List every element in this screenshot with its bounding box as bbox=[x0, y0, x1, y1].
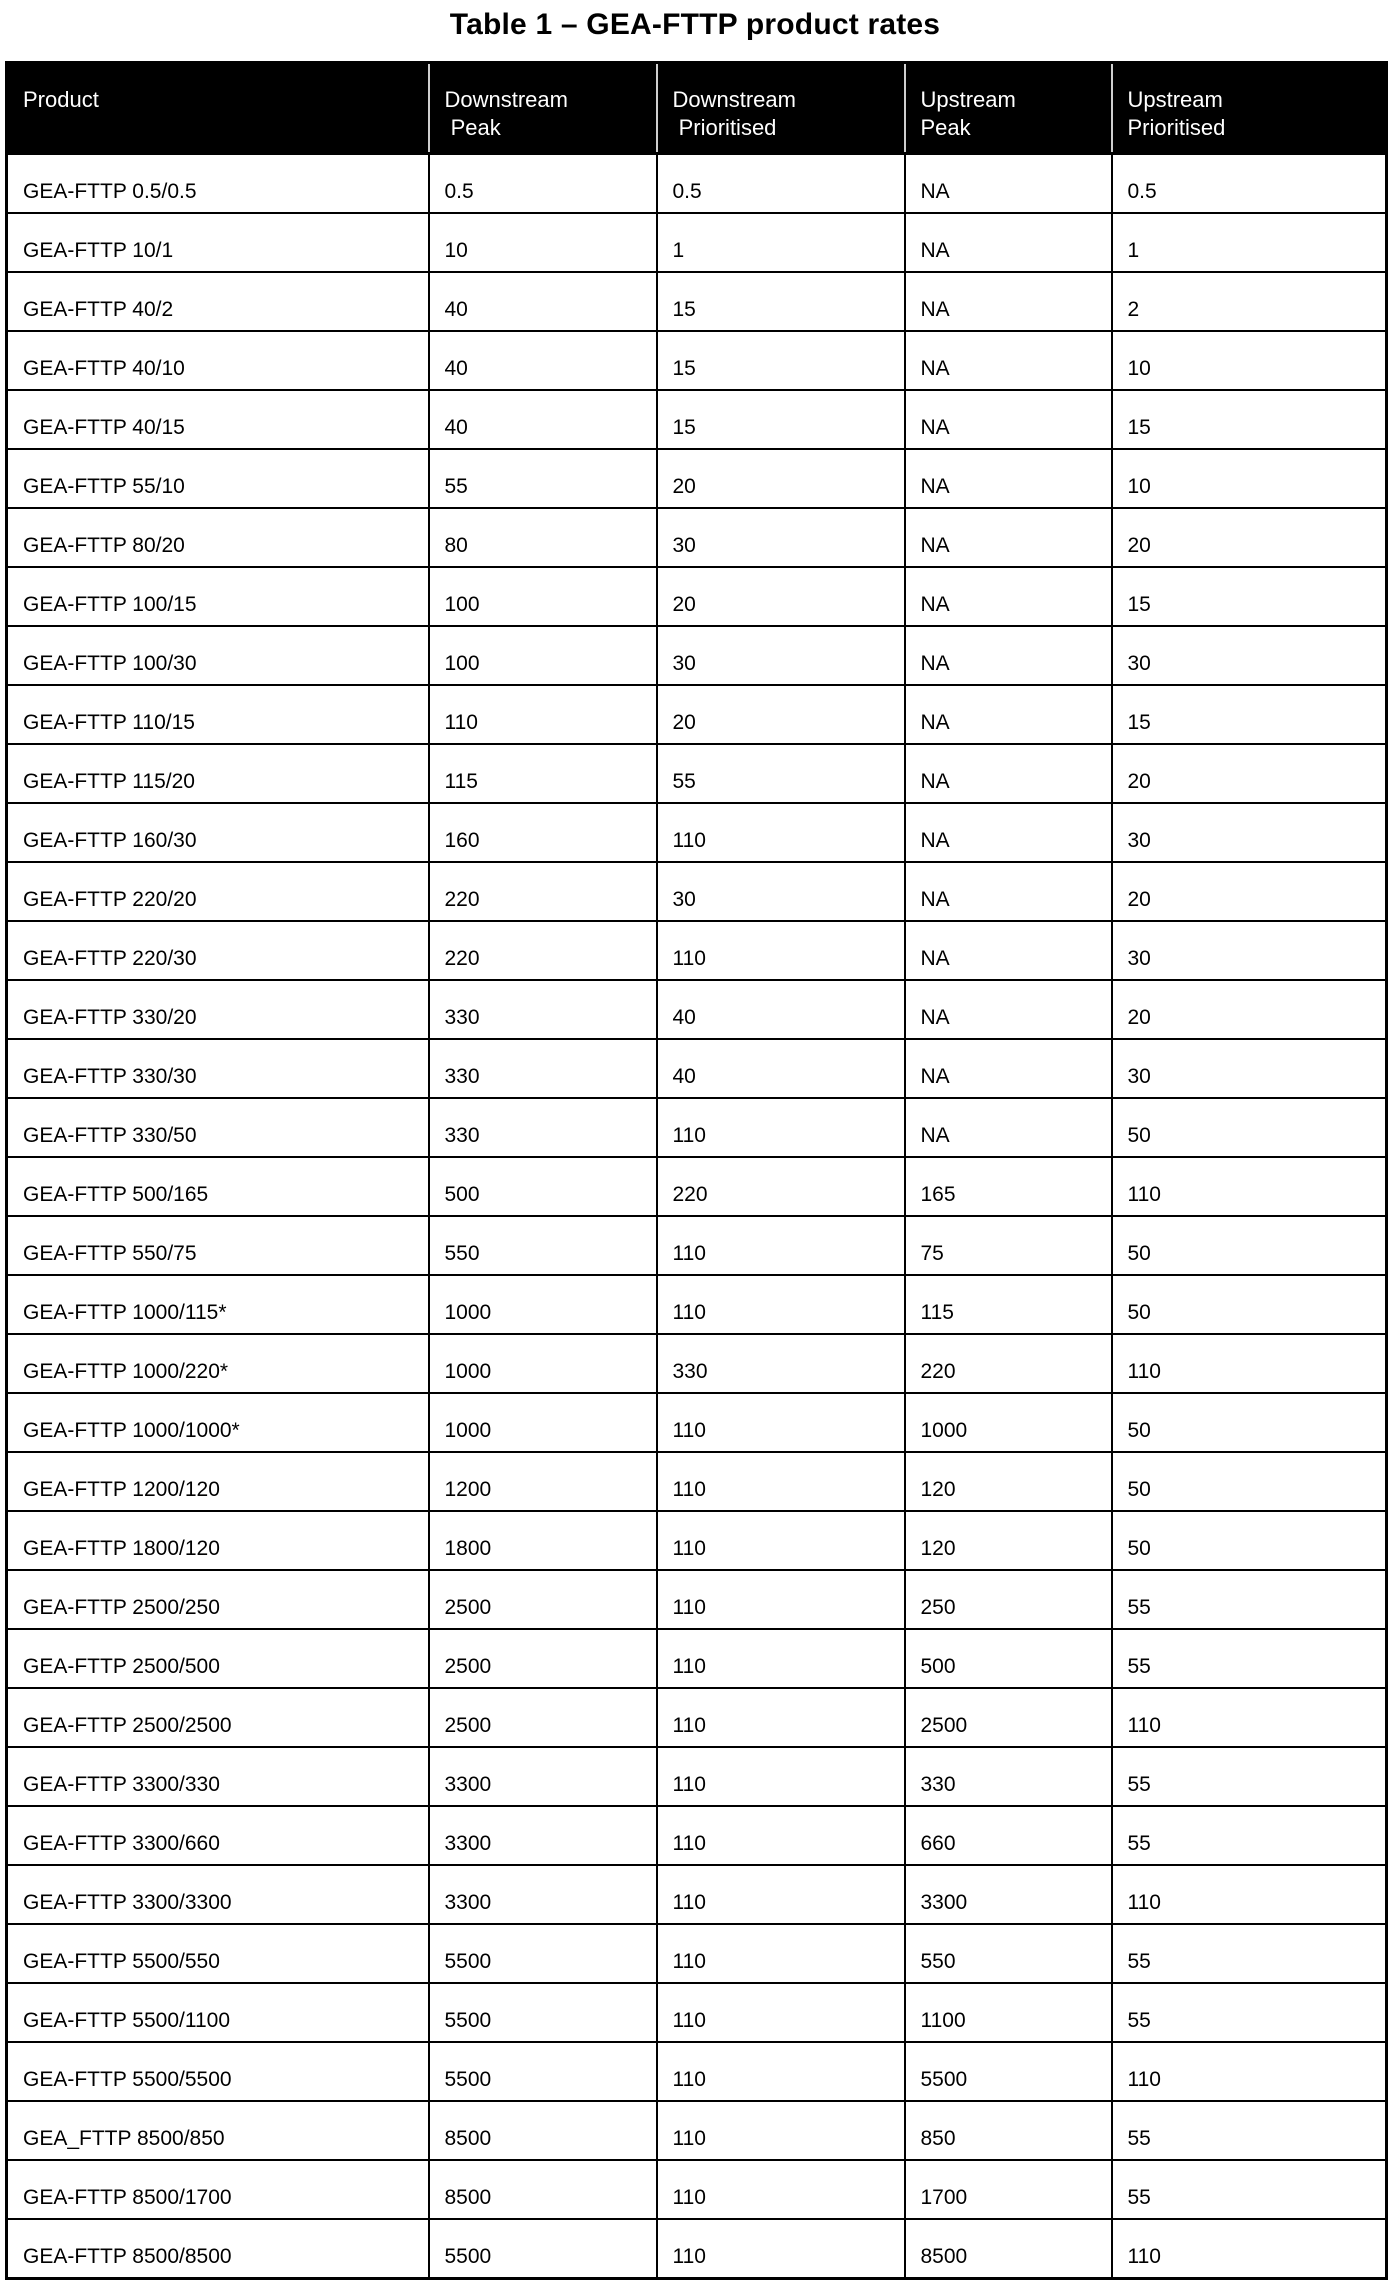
rate-cell: 8500 bbox=[429, 2101, 657, 2160]
rate-cell: 55 bbox=[1112, 1570, 1387, 1629]
rate-cell: 55 bbox=[1112, 1924, 1387, 1983]
rate-cell: 1700 bbox=[905, 2160, 1112, 2219]
rate-cell: 1800 bbox=[429, 1511, 657, 1570]
rate-cell: 110 bbox=[1112, 1688, 1387, 1747]
rate-cell: 2500 bbox=[429, 1570, 657, 1629]
product-cell: GEA-FTTP 220/30 bbox=[7, 921, 429, 980]
rate-cell: 50 bbox=[1112, 1511, 1387, 1570]
rate-cell: 550 bbox=[905, 1924, 1112, 1983]
product-cell: GEA-FTTP 55/10 bbox=[7, 449, 429, 508]
rate-cell: NA bbox=[905, 272, 1112, 331]
rate-cell: 0.5 bbox=[657, 154, 905, 214]
table-row bbox=[7, 1452, 1387, 1511]
product-cell: GEA-FTTP 500/165 bbox=[7, 1157, 429, 1216]
rate-cell: 110 bbox=[657, 921, 905, 980]
rate-cell: 110 bbox=[657, 1275, 905, 1334]
column-header-upstream-peak: Upstream Peak bbox=[905, 63, 1112, 154]
product-cell: GEA-FTTP 100/15 bbox=[7, 567, 429, 626]
table-row bbox=[7, 1570, 1387, 1629]
rate-cell: 330 bbox=[657, 1334, 905, 1393]
rate-cell: NA bbox=[905, 921, 1112, 980]
rate-cell: 10 bbox=[1112, 331, 1387, 390]
table-row bbox=[7, 1216, 1387, 1275]
rate-cell: 20 bbox=[1112, 980, 1387, 1039]
rate-cell: 10 bbox=[1112, 449, 1387, 508]
table-row bbox=[7, 1275, 1387, 1334]
rate-cell: 550 bbox=[429, 1216, 657, 1275]
table-row bbox=[7, 567, 1387, 626]
rate-cell: 8500 bbox=[905, 2219, 1112, 2279]
rate-cell: 110 bbox=[657, 1098, 905, 1157]
rate-cell: 110 bbox=[657, 1747, 905, 1806]
rate-cell: 5500 bbox=[429, 1983, 657, 2042]
rate-cell: 120 bbox=[905, 1511, 1112, 1570]
product-cell: GEA_FTTP 8500/850 bbox=[7, 2101, 429, 2160]
rate-cell: NA bbox=[905, 980, 1112, 1039]
rate-cell: 110 bbox=[657, 2160, 905, 2219]
rate-cell: 110 bbox=[657, 2219, 905, 2279]
header-row bbox=[7, 63, 1387, 154]
rate-cell: 2500 bbox=[905, 1688, 1112, 1747]
table-row bbox=[7, 1983, 1387, 2042]
rate-cell: 20 bbox=[1112, 862, 1387, 921]
rate-cell: 50 bbox=[1112, 1452, 1387, 1511]
rate-cell: 1 bbox=[657, 213, 905, 272]
rate-cell: NA bbox=[905, 449, 1112, 508]
rate-cell: 110 bbox=[657, 1629, 905, 1688]
rate-cell: 100 bbox=[429, 626, 657, 685]
rate-cell: 50 bbox=[1112, 1393, 1387, 1452]
rate-cell: 330 bbox=[429, 980, 657, 1039]
rate-cell: 50 bbox=[1112, 1216, 1387, 1275]
table-row bbox=[7, 744, 1387, 803]
table-row bbox=[7, 2042, 1387, 2101]
rate-cell: 3300 bbox=[429, 1806, 657, 1865]
product-cell: GEA-FTTP 2500/2500 bbox=[7, 1688, 429, 1747]
table-row bbox=[7, 1806, 1387, 1865]
table-row bbox=[7, 980, 1387, 1039]
product-cell: GEA-FTTP 5500/5500 bbox=[7, 2042, 429, 2101]
table-row bbox=[7, 862, 1387, 921]
product-cell: GEA-FTTP 0.5/0.5 bbox=[7, 154, 429, 214]
table-row bbox=[7, 626, 1387, 685]
product-cell: GEA-FTTP 3300/3300 bbox=[7, 1865, 429, 1924]
rate-cell: 110 bbox=[657, 2042, 905, 2101]
column-header-downstream-peak: Downstream Peak bbox=[429, 63, 657, 154]
rate-cell: 1100 bbox=[905, 1983, 1112, 2042]
rate-cell: 20 bbox=[1112, 508, 1387, 567]
rate-cell: NA bbox=[905, 213, 1112, 272]
table-row bbox=[7, 1511, 1387, 1570]
rate-cell: 165 bbox=[905, 1157, 1112, 1216]
table-row bbox=[7, 2219, 1387, 2279]
rate-cell: 220 bbox=[905, 1334, 1112, 1393]
rate-cell: 250 bbox=[905, 1570, 1112, 1629]
product-rates-table bbox=[5, 61, 1388, 2280]
rate-cell: 110 bbox=[657, 803, 905, 862]
rate-cell: 2500 bbox=[429, 1629, 657, 1688]
rate-cell: 40 bbox=[429, 272, 657, 331]
column-header-product: Product bbox=[7, 63, 429, 154]
rate-cell: 5500 bbox=[429, 2219, 657, 2279]
rate-cell: 2500 bbox=[429, 1688, 657, 1747]
rate-cell: 30 bbox=[657, 862, 905, 921]
rate-cell: NA bbox=[905, 744, 1112, 803]
rate-cell: 55 bbox=[1112, 2101, 1387, 2160]
rate-cell: 40 bbox=[657, 980, 905, 1039]
rate-cell: 115 bbox=[429, 744, 657, 803]
table-row bbox=[7, 1039, 1387, 1098]
product-cell: GEA-FTTP 330/50 bbox=[7, 1098, 429, 1157]
rate-cell: 75 bbox=[905, 1216, 1112, 1275]
rate-cell: 5500 bbox=[429, 1924, 657, 1983]
product-cell: GEA-FTTP 1000/1000* bbox=[7, 1393, 429, 1452]
rate-cell: 220 bbox=[429, 862, 657, 921]
product-cell: GEA-FTTP 8500/8500 bbox=[7, 2219, 429, 2279]
rate-cell: 10 bbox=[429, 213, 657, 272]
product-cell: GEA-FTTP 8500/1700 bbox=[7, 2160, 429, 2219]
rate-cell: 110 bbox=[657, 1924, 905, 1983]
table-row bbox=[7, 1157, 1387, 1216]
rate-cell: 40 bbox=[657, 1039, 905, 1098]
rate-cell: NA bbox=[905, 685, 1112, 744]
product-cell: GEA-FTTP 330/30 bbox=[7, 1039, 429, 1098]
table-row bbox=[7, 2101, 1387, 2160]
table-row bbox=[7, 1629, 1387, 1688]
table-header bbox=[7, 63, 1387, 154]
rate-cell: 500 bbox=[905, 1629, 1112, 1688]
rate-cell: 1 bbox=[1112, 213, 1387, 272]
table-row bbox=[7, 1334, 1387, 1393]
rate-cell: 55 bbox=[1112, 1806, 1387, 1865]
rate-cell: 55 bbox=[1112, 1629, 1387, 1688]
product-cell: GEA-FTTP 110/15 bbox=[7, 685, 429, 744]
table-row bbox=[7, 1393, 1387, 1452]
rate-cell: 80 bbox=[429, 508, 657, 567]
rate-cell: 30 bbox=[657, 508, 905, 567]
rate-cell: 30 bbox=[1112, 803, 1387, 862]
product-cell: GEA-FTTP 80/20 bbox=[7, 508, 429, 567]
rate-cell: 110 bbox=[657, 1511, 905, 1570]
rate-cell: 1200 bbox=[429, 1452, 657, 1511]
table-row bbox=[7, 449, 1387, 508]
product-cell: GEA-FTTP 3300/330 bbox=[7, 1747, 429, 1806]
rate-cell: NA bbox=[905, 862, 1112, 921]
product-cell: GEA-FTTP 160/30 bbox=[7, 803, 429, 862]
rate-cell: NA bbox=[905, 567, 1112, 626]
table-title: Table 1 – GEA-FTTP product rates bbox=[449, 8, 941, 41]
rate-cell: 15 bbox=[657, 390, 905, 449]
rate-cell: 110 bbox=[657, 1688, 905, 1747]
product-cell: GEA-FTTP 330/20 bbox=[7, 980, 429, 1039]
rate-cell: NA bbox=[905, 1039, 1112, 1098]
rate-cell: 330 bbox=[905, 1747, 1112, 1806]
rate-cell: 50 bbox=[1112, 1275, 1387, 1334]
rate-cell: 110 bbox=[657, 1452, 905, 1511]
rate-cell: 850 bbox=[905, 2101, 1112, 2160]
rate-cell: 110 bbox=[657, 1806, 905, 1865]
product-cell: GEA-FTTP 1800/120 bbox=[7, 1511, 429, 1570]
rate-cell: 110 bbox=[657, 1393, 905, 1452]
table-row bbox=[7, 272, 1387, 331]
rate-cell: 500 bbox=[429, 1157, 657, 1216]
product-cell: GEA-FTTP 115/20 bbox=[7, 744, 429, 803]
rate-cell: 2 bbox=[1112, 272, 1387, 331]
product-cell: GEA-FTTP 10/1 bbox=[7, 213, 429, 272]
rate-cell: 15 bbox=[657, 331, 905, 390]
column-header-downstream-prioritised: Downstream Prioritised bbox=[657, 63, 905, 154]
rate-cell: 660 bbox=[905, 1806, 1112, 1865]
product-cell: GEA-FTTP 5500/550 bbox=[7, 1924, 429, 1983]
product-cell: GEA-FTTP 40/10 bbox=[7, 331, 429, 390]
rate-cell: NA bbox=[905, 1098, 1112, 1157]
table-row bbox=[7, 1924, 1387, 1983]
table-row bbox=[7, 154, 1387, 214]
rate-cell: 0.5 bbox=[429, 154, 657, 214]
product-cell: GEA-FTTP 2500/500 bbox=[7, 1629, 429, 1688]
rate-cell: 3300 bbox=[429, 1747, 657, 1806]
table-row bbox=[7, 1865, 1387, 1924]
rate-cell: 5500 bbox=[429, 2042, 657, 2101]
rate-cell: 3300 bbox=[429, 1865, 657, 1924]
rate-cell: 40 bbox=[429, 390, 657, 449]
rate-cell: 55 bbox=[1112, 2160, 1387, 2219]
rate-cell: 55 bbox=[429, 449, 657, 508]
rate-cell: NA bbox=[905, 803, 1112, 862]
rate-cell: 110 bbox=[1112, 1334, 1387, 1393]
table-body bbox=[7, 154, 1387, 2279]
rate-cell: NA bbox=[905, 626, 1112, 685]
table-row bbox=[7, 1747, 1387, 1806]
product-cell: GEA-FTTP 2500/250 bbox=[7, 1570, 429, 1629]
product-cell: GEA-FTTP 40/15 bbox=[7, 390, 429, 449]
rate-cell: 120 bbox=[905, 1452, 1112, 1511]
rate-cell: 110 bbox=[657, 2101, 905, 2160]
rate-cell: 50 bbox=[1112, 1098, 1387, 1157]
product-cell: GEA-FTTP 1000/115* bbox=[7, 1275, 429, 1334]
product-cell: GEA-FTTP 220/20 bbox=[7, 862, 429, 921]
rate-cell: 15 bbox=[1112, 685, 1387, 744]
rate-cell: 110 bbox=[429, 685, 657, 744]
rate-cell: 5500 bbox=[905, 2042, 1112, 2101]
rate-cell: 55 bbox=[1112, 1983, 1387, 2042]
product-cell: GEA-FTTP 5500/1100 bbox=[7, 1983, 429, 2042]
rate-cell: 220 bbox=[657, 1157, 905, 1216]
rate-cell: 1000 bbox=[429, 1393, 657, 1452]
table-row bbox=[7, 921, 1387, 980]
table-row bbox=[7, 508, 1387, 567]
rate-cell: 110 bbox=[1112, 2219, 1387, 2279]
rate-cell: 100 bbox=[429, 567, 657, 626]
rate-cell: 110 bbox=[657, 1570, 905, 1629]
rate-cell: 30 bbox=[1112, 1039, 1387, 1098]
rate-cell: 330 bbox=[429, 1098, 657, 1157]
table-row bbox=[7, 213, 1387, 272]
rate-cell: 20 bbox=[657, 685, 905, 744]
table-row bbox=[7, 1688, 1387, 1747]
rate-cell: 160 bbox=[429, 803, 657, 862]
product-cell: GEA-FTTP 100/30 bbox=[7, 626, 429, 685]
rate-cell: 20 bbox=[1112, 744, 1387, 803]
rate-cell: NA bbox=[905, 508, 1112, 567]
rate-cell: NA bbox=[905, 331, 1112, 390]
rate-cell: 110 bbox=[1112, 2042, 1387, 2101]
rate-cell: 110 bbox=[657, 1865, 905, 1924]
rate-cell: 40 bbox=[429, 331, 657, 390]
rate-cell: 3300 bbox=[905, 1865, 1112, 1924]
table-row bbox=[7, 803, 1387, 862]
rate-cell: 110 bbox=[1112, 1157, 1387, 1216]
table-row bbox=[7, 1098, 1387, 1157]
product-cell: GEA-FTTP 1200/120 bbox=[7, 1452, 429, 1511]
product-cell: GEA-FTTP 3300/660 bbox=[7, 1806, 429, 1865]
rate-cell: 15 bbox=[1112, 567, 1387, 626]
rate-cell: 1000 bbox=[429, 1275, 657, 1334]
table-row bbox=[7, 331, 1387, 390]
rate-cell: 15 bbox=[657, 272, 905, 331]
product-cell: GEA-FTTP 1000/220* bbox=[7, 1334, 429, 1393]
rate-cell: 0.5 bbox=[1112, 154, 1387, 214]
column-header-upstream-prioritised: Upstream Prioritised bbox=[1112, 63, 1387, 154]
rate-cell: 220 bbox=[429, 921, 657, 980]
rate-cell: 110 bbox=[1112, 1865, 1387, 1924]
rate-cell: 8500 bbox=[429, 2160, 657, 2219]
rate-cell: 1000 bbox=[429, 1334, 657, 1393]
document-page bbox=[0, 7, 1390, 2268]
rate-cell: 115 bbox=[905, 1275, 1112, 1334]
table-row bbox=[7, 685, 1387, 744]
rate-cell: NA bbox=[905, 390, 1112, 449]
rate-cell: 15 bbox=[1112, 390, 1387, 449]
rate-cell: 110 bbox=[657, 1983, 905, 2042]
table-row bbox=[7, 390, 1387, 449]
rate-cell: 30 bbox=[1112, 921, 1387, 980]
product-cell: GEA-FTTP 40/2 bbox=[7, 272, 429, 331]
rate-cell: 55 bbox=[1112, 1747, 1387, 1806]
rate-cell: 30 bbox=[657, 626, 905, 685]
product-cell: GEA-FTTP 550/75 bbox=[7, 1216, 429, 1275]
rate-cell: NA bbox=[905, 154, 1112, 214]
rate-cell: 330 bbox=[429, 1039, 657, 1098]
rate-cell: 20 bbox=[657, 449, 905, 508]
rate-cell: 110 bbox=[657, 1216, 905, 1275]
table-row bbox=[7, 2160, 1387, 2219]
rate-cell: 55 bbox=[657, 744, 905, 803]
rate-cell: 20 bbox=[657, 567, 905, 626]
rate-cell: 1000 bbox=[905, 1393, 1112, 1452]
rate-cell: 30 bbox=[1112, 626, 1387, 685]
